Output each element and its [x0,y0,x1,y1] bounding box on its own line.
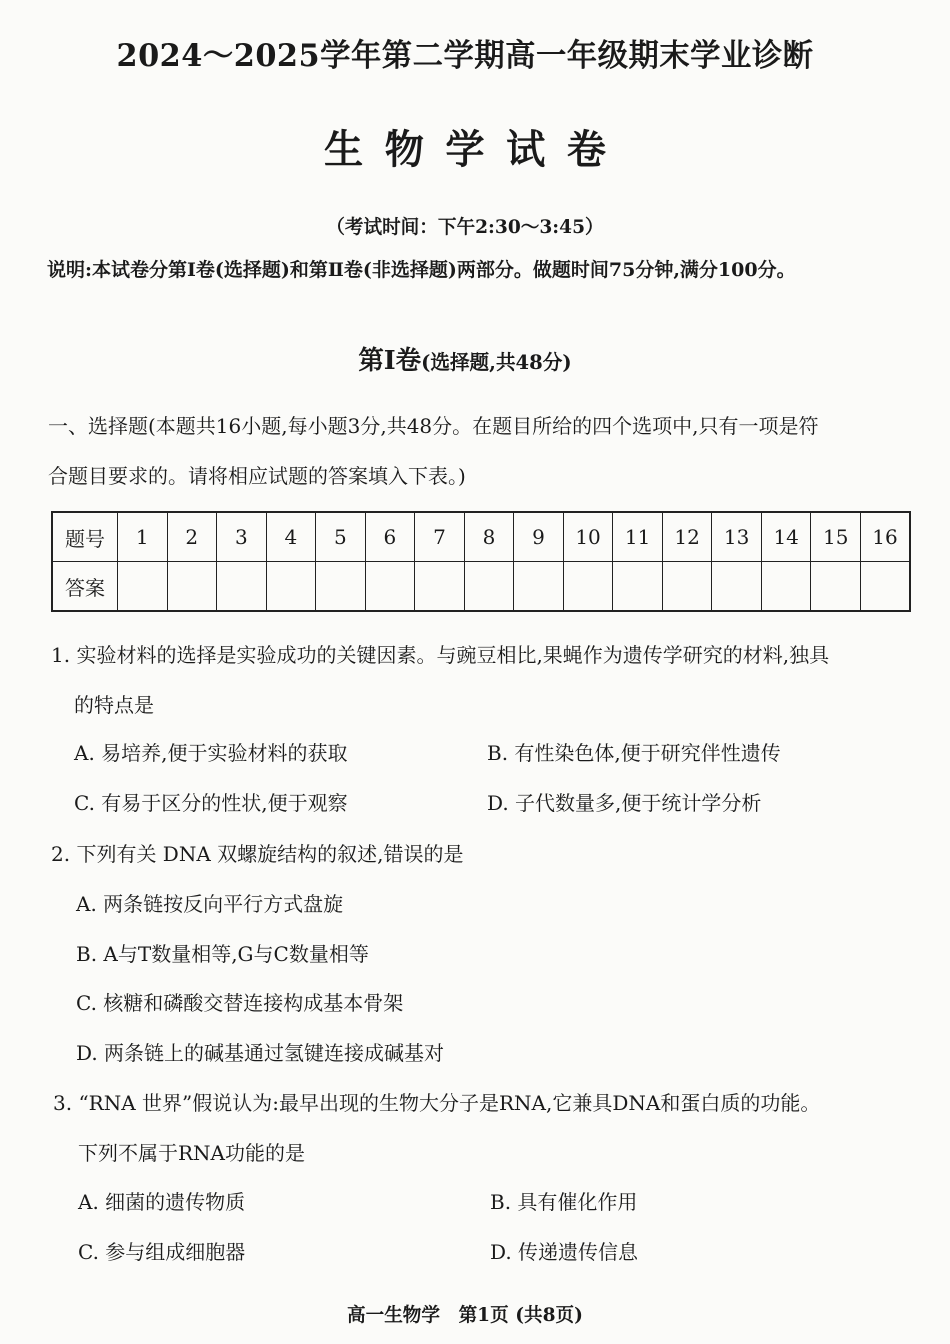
answer-table-number-row [52,512,910,562]
row-label-answer: 答案 [52,562,118,612]
q1-stem-line2: 的特点是 [74,693,154,717]
q2-option-a: A. 两条链按反向平行方式盘旋 [76,892,344,916]
answer-cell[interactable] [860,562,910,612]
exam-header-title: 2024～2025学年第二学期高一年级期末学业诊断 [116,38,814,74]
question-number-cell: 13 [712,512,762,562]
q2-option-d: D. 两条链上的碱基通过氢键连接成碱基对 [76,1041,445,1065]
q3-option-d: D. 传递遗传信息 [490,1240,639,1264]
answer-table-answer-row [52,562,910,612]
q3-option-a: A. 细菌的遗传物质 [78,1190,246,1214]
answer-table [51,511,911,612]
q3-stem-line2: 下列不属于RNA功能的是 [78,1141,306,1165]
answer-cell[interactable] [266,562,316,612]
question-number-cell: 14 [761,512,811,562]
question-number-cell: 1 [118,512,168,562]
q3-stem-line1: 3. “RNA 世界”假说认为:最早出现的生物大分子是RNA,它兼具DNA和蛋白质的功能。 [53,1091,821,1115]
question-number-cell: 8 [464,512,514,562]
exam-instructions: 说明:本试卷分第Ⅰ卷(选择题)和第Ⅱ卷(非选择题)两部分。做题时间75分钟,满分100分。 [47,259,796,281]
q1-option-c: C. 有易于区分的性状,便于观察 [74,791,348,815]
exam-time: （考试时间：下午2:30～3:45） [326,216,604,238]
answer-cell[interactable] [316,562,366,612]
question-number-cell: 10 [563,512,613,562]
answer-cell[interactable] [415,562,465,612]
answer-cell[interactable] [118,562,168,612]
page-footer: 高一生物学 第1页 (共8页) [346,1304,583,1326]
answer-cell[interactable] [761,562,811,612]
answer-cell[interactable] [613,562,663,612]
answer-cell[interactable] [167,562,217,612]
q3-option-b: B. 具有催化作用 [490,1190,638,1214]
q1-stem-line1: 1. 实验材料的选择是实验成功的关键因素。与豌豆相比,果蝇作为遗传学研究的材料,独具 [51,643,830,667]
question-number-cell: 9 [514,512,564,562]
answer-cell[interactable] [464,562,514,612]
section-title-sub: (选择题,共48分) [421,350,572,374]
q1-option-a: A. 易培养,便于实验材料的获取 [74,741,348,765]
q2-option-c: C. 核糖和磷酸交替连接构成基本骨架 [76,991,404,1015]
row-label-number: 题号 [52,512,118,562]
answer-cell[interactable] [514,562,564,612]
question-number-cell: 6 [365,512,415,562]
answer-cell[interactable] [662,562,712,612]
answer-cell[interactable] [712,562,762,612]
part-heading-line2: 合题目要求的。请将相应试题的答案填入下表。) [48,464,466,488]
q2-option-b: B. A与T数量相等,G与C数量相等 [76,942,369,966]
q2-stem: 2. 下列有关 DNA 双螺旋结构的叙述,错误的是 [51,842,464,866]
question-number-cell: 2 [167,512,217,562]
section-title-main: 第Ⅰ卷 [358,346,422,376]
q1-option-d: D. 子代数量多,便于统计学分析 [487,791,762,815]
question-number-cell: 4 [266,512,316,562]
answer-cell[interactable] [217,562,267,612]
answer-cell[interactable] [563,562,613,612]
question-number-cell: 3 [217,512,267,562]
question-number-cell: 15 [811,512,861,562]
section-title [0,340,930,377]
subject-title: 生物学试卷 [324,126,628,173]
answer-cell[interactable] [811,562,861,612]
question-number-cell: 5 [316,512,366,562]
q3-option-c: C. 参与组成细胞器 [78,1240,246,1264]
part-heading-line1: 一、选择题(本题共16小题,每小题3分,共48分。在题目所给的四个选项中,只有一项是符 [48,414,819,438]
answer-cell[interactable] [365,562,415,612]
question-number-cell: 7 [415,512,465,562]
question-number-cell: 12 [662,512,712,562]
question-number-cell: 16 [860,512,910,562]
question-number-cell: 11 [613,512,663,562]
q1-option-b: B. 有性染色体,便于研究伴性遗传 [487,741,781,765]
